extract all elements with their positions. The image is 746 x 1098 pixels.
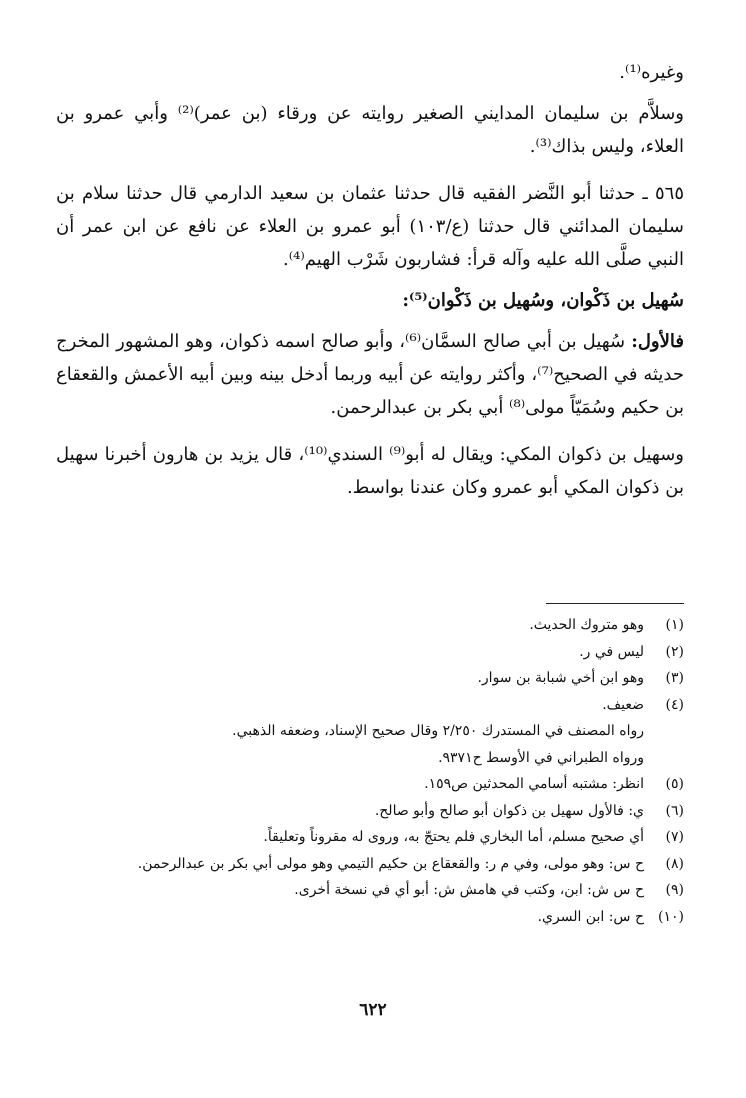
footnote-number: (٣)	[665, 670, 684, 686]
footnote-text: ح س ش: ابن، وكتب في هامش ش: أبو أي في نسخة أخرى.	[294, 882, 644, 898]
footnote-text: ح س: وهو مولى، وفي م ر: والقعقاع بن حكيم التيمي وهو مولى أبي بكر بن عبدالرحمن.	[137, 855, 644, 872]
footnote-text: ليس في ر.	[579, 643, 644, 660]
footnote-number: (٨)	[665, 855, 684, 872]
footnote-4-line-2: رواه المصنف في المستدرك ٢/٢٥٠ وقال صحيح الإسناد، وضعفه الذهبي.	[232, 723, 644, 739]
footnote-5	[56, 771, 684, 798]
footnote-text: أي صحيح مسلم، أما البخاري فلم يحتجّ به، وروى له مقروناً وتعليقاً.	[263, 829, 644, 845]
footnote-3	[56, 665, 684, 692]
paragraph-first-suhail-text: سُهيل بن أبي صالح السمَّان⁽⁶⁾، وأبو صالح اسمه ذكوان، وهو المشهور المخرج حديثه في الصحيح⁽⁷⁾، وأكثر روايته عن أبيه وربما أدخل بينه وبين أبيه الأعمش والقعقاع بن حكيم وسُمَيّاً مولى⁽⁸⁾ أبي بكر بن عبدالرحمن.	[56, 331, 685, 418]
page-number: ٦٢٢	[359, 1000, 387, 1020]
footnote-text: وهو ابن أخي شبابة بن سوار.	[477, 670, 644, 686]
footnote-text: ضعيف.	[602, 696, 644, 713]
paragraph-second-suhail: وسهيل بن ذكوان المكي: ويقال له أبو⁽⁹⁾ السندي⁽¹⁰⁾، قال يزيد بن هارون أخبرنا سهيل بن ذكوان المكي أبو عمرو وكان عندنا بواسط.	[56, 444, 684, 498]
footnotes	[56, 612, 684, 930]
footnote-number: (١)	[665, 617, 684, 633]
footnote-text: انظر: مشتبه أسامي المحدثين ص١٥٩.	[424, 776, 644, 792]
footnote-number: (٤)	[665, 696, 684, 713]
footnote-number: (١٠)	[658, 908, 684, 925]
main-text	[56, 56, 684, 512]
footnote-text: ح س: ابن السري.	[537, 908, 644, 925]
footnote-text: وهو متروك الحديث.	[529, 617, 644, 633]
footnote-separator	[546, 603, 684, 604]
footnote-number: (٧)	[665, 829, 684, 845]
footnote-text: ي: فالأول سهيل بن ذكوان أبو صالح وأبو صالح.	[374, 802, 644, 819]
footnote-6	[56, 798, 684, 825]
footnote-number: (٥)	[665, 776, 684, 792]
footnote-number: (٦)	[665, 802, 684, 819]
paragraph-first-suhail	[56, 325, 684, 424]
paragraph-2: وسلاَّم بن سليمان المدايني الصغير روايته عن ورقاء (بن عمر)⁽²⁾ وأبي عمرو بن العلاء، وليس بذاك⁽³⁾.	[56, 103, 684, 157]
paragraph-lead: فالأول:	[631, 331, 684, 352]
footnote-4-line-3: ورواه الطبراني في الأوسط ح٩٣٧١.	[438, 749, 644, 766]
section-heading: سُهيل بن ذَكْوان، وسُهيل بن ذَكْوان⁽⁵⁾:	[402, 290, 684, 311]
paragraph-1: وغيره⁽¹⁾.	[619, 62, 684, 83]
footnote-7	[56, 824, 684, 851]
footnote-number: (٩)	[665, 882, 684, 898]
footnote-number: (٢)	[665, 643, 684, 660]
footnote-1	[56, 612, 684, 639]
footnote-4	[56, 692, 684, 719]
hadith-565: ٥٦٥ ـ حدثنا أبو النَّضر الفقيه قال حدثنا عثمان بن سعيد الدارمي قال حدثنا سلام بن سليمان المدائني قال حدثنا (ع/١٠٣) أبو عمرو بن العلاء عن نافع عن ابن عمر أن النبي صلَّى الله عليه وآله قرأ: فشاربون شَرْب الهيم⁽⁴⁾.	[56, 183, 685, 270]
footnote-8	[56, 851, 684, 878]
footnote-9	[56, 877, 684, 904]
footnote-2	[56, 639, 684, 666]
footnote-10	[56, 904, 684, 931]
